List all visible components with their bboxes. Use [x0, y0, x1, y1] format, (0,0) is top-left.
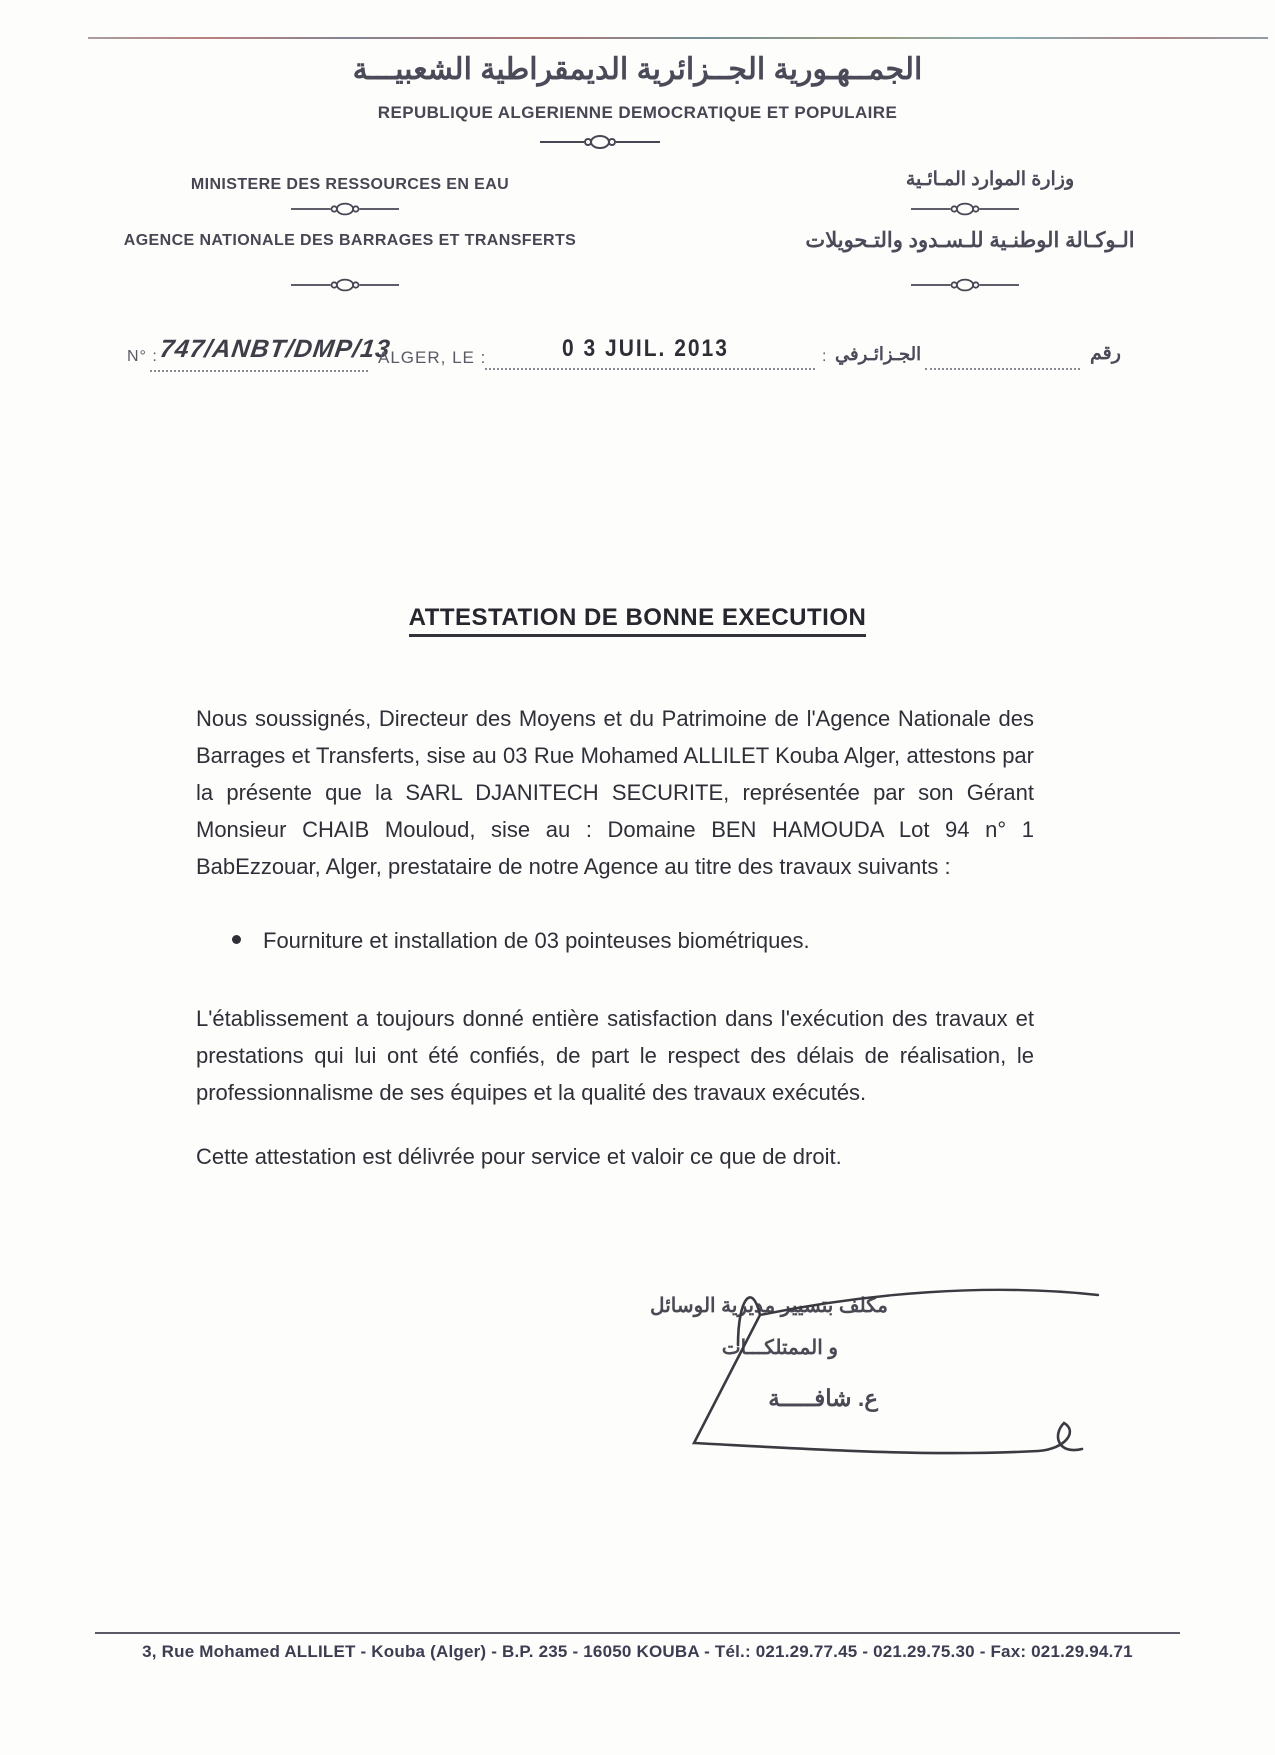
footer-divider	[95, 1632, 1180, 1634]
body-paragraph-2: L'établissement a toujours donné entière satisfaction dans l'exécution des travaux et prestations qui lui ont été confiés, de part le respect des délais de réalisation, le professionnalisme de ses équipes et la qualité des travaux exécutés.	[196, 1006, 1034, 1105]
bullet-item-text: Fourniture et installation de 03 pointeuses biométriques.	[263, 928, 810, 953]
ornament-divider-icon	[910, 200, 1020, 218]
document-title-text: ATTESTATION DE BONNE EXECUTION	[409, 604, 867, 637]
body-paragraph-3: Cette attestation est délivrée pour service et valoir ce que de droit.	[196, 1144, 842, 1169]
signature-function-line1-arabic: مكلف بتسيير مديرية الوسائل	[650, 1295, 888, 1317]
colon-separator: :	[822, 348, 828, 365]
dotted-leader	[150, 370, 368, 372]
body-paragraph-1: Nous soussignés, Directeur des Moyens et du Patrimoine de l'Agence Nationale des Barrages et Transferts, sise au 03 Rue Mohamed ALLILET Kouba Alger, attestons par la présente que la SARL DJANITECH SECURITE, représentée par son Gérant Monsieur CHAIB Mouloud, sise au : Domaine BEN HAMOUDA Lot 94 n° 1 BabEzzouar, Alger, prestataire de notre Agence au titre des travaux suivants :	[196, 706, 1034, 879]
agency-title-arabic: الـوكـالة الوطنـية للـسـدود والتـحويلات	[805, 229, 1135, 252]
dotted-leader	[925, 368, 1080, 370]
republic-title-french: REPUBLIQUE ALGERIENNE DEMOCRATIQUE ET POPULAIRE	[377, 103, 898, 122]
signature-name-arabic: ع. شافـــــة	[768, 1385, 878, 1411]
ministry-title-french: MINISTERE DES RESSOURCES EN EAU	[190, 176, 510, 193]
date-stamp: 0 3 JUIL. 2013	[562, 335, 729, 362]
signature-block	[588, 1265, 1128, 1475]
handwritten-signature-icon	[588, 1265, 1128, 1475]
republic-title-arabic: الجمــهـورية الجــزائرية الديمقراطية الشعبيـــة	[352, 53, 923, 86]
ornament-divider-icon	[290, 276, 400, 294]
scan-artifact-line	[88, 37, 1268, 39]
place-date-label: ALGER, LE :	[378, 348, 487, 367]
dotted-leader	[485, 368, 815, 370]
footer-address: 3, Rue Mohamed ALLILET - Kouba (Alger) - B.P. 235 - 16050 KOUBA - Tél.: 021.29.77.45 - 021.29.75.30 - Fax: 021.29.94.71	[142, 1642, 1133, 1661]
agency-title-french: AGENCE NATIONALE DES BARRAGES ET TRANSFERTS	[123, 232, 577, 249]
reference-number-handwritten: 747/ANBT/DMP/13	[158, 335, 393, 363]
ornament-divider-icon	[290, 200, 400, 218]
bullet-item	[232, 922, 1012, 959]
document-title	[0, 604, 1275, 632]
place-label-arabic: الجـزائـرفي	[835, 344, 922, 364]
signature-function-line2-arabic: و الممتلكـــات	[721, 1337, 838, 1359]
bullet-icon	[232, 935, 241, 944]
reference-number-label: N° :	[127, 348, 158, 365]
ornament-divider-icon	[540, 132, 660, 152]
number-label-arabic: رقم	[1090, 343, 1121, 364]
ministry-title-arabic: وزارة الموارد المـائـية	[905, 169, 1075, 190]
ornament-divider-icon	[910, 276, 1020, 294]
